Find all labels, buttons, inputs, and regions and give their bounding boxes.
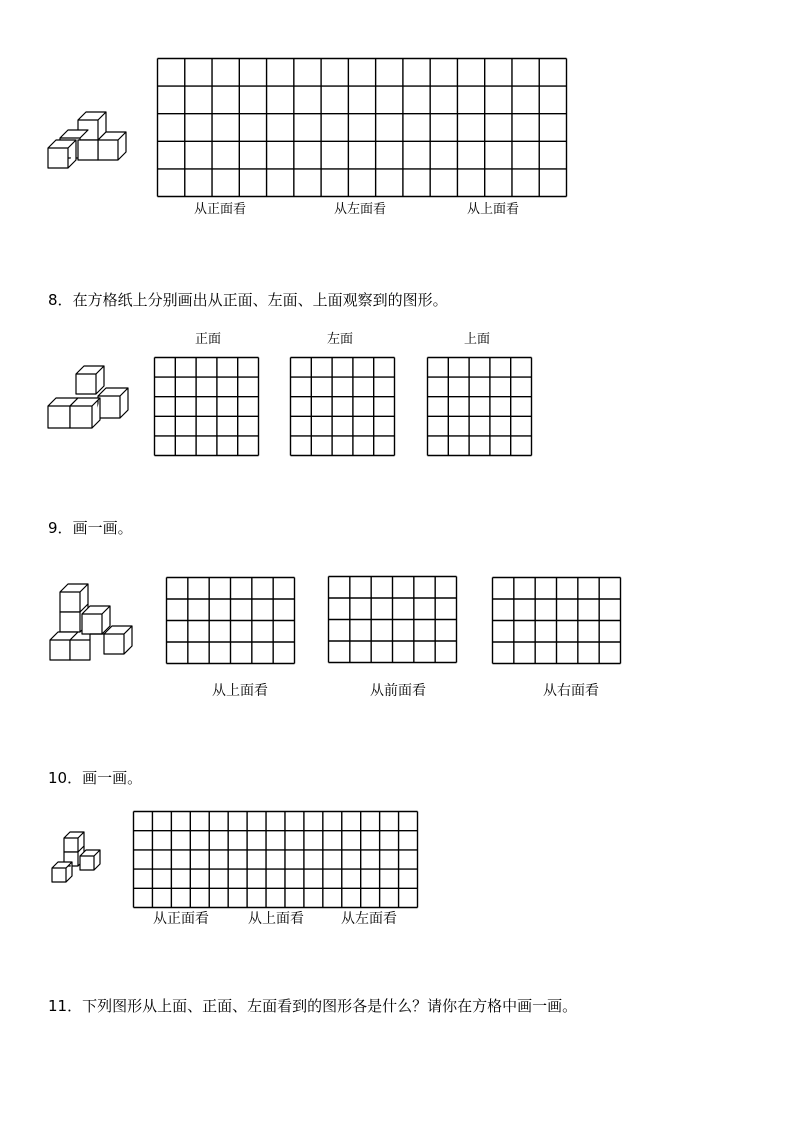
question-10: [48, 768, 142, 788]
question-dot: ．: [67, 769, 83, 787]
cube-figure-q9: [48, 578, 138, 668]
grid-q10: [133, 811, 419, 909]
grid-q9-right: [492, 577, 622, 665]
label-left: 左面: [327, 332, 354, 347]
cube: [76, 366, 104, 394]
cube-figure-q10: [50, 828, 110, 888]
question-text: 在方格纸上分别画出从正面、左面、上面观察到的图形。: [72, 291, 448, 309]
label-top-view: 从上面看: [212, 683, 268, 699]
label-left-view: 从左面看: [341, 911, 397, 927]
question-dot: ．: [67, 997, 83, 1015]
question-9: [48, 518, 133, 538]
cube-figure-q8: [46, 360, 146, 440]
grid-q8-front: [154, 357, 260, 457]
label-front-view: 从正面看: [153, 911, 209, 927]
cube: [98, 132, 126, 160]
cube: [90, 634, 104, 640]
cube: [52, 862, 72, 882]
question-text: 画一画。: [72, 519, 133, 537]
question-dot: ．: [57, 291, 73, 309]
cube: [82, 606, 110, 634]
cube-figure-top: [46, 104, 136, 184]
cube: [60, 584, 88, 612]
question-number: 9: [48, 519, 58, 537]
grid-top: [157, 58, 567, 198]
cube: [98, 388, 128, 418]
cube: [80, 850, 100, 870]
cube: [64, 832, 84, 852]
question-number: 8: [48, 291, 58, 309]
cube: [70, 398, 100, 428]
question-number: 10: [48, 769, 68, 787]
cube: [78, 140, 98, 160]
label-right-view: 从右面看: [543, 683, 599, 699]
label-front-view: 从前面看: [370, 683, 426, 699]
label-left-view: 从左面看: [334, 202, 387, 217]
question-number: 11: [48, 997, 68, 1015]
grid-q8-left: [290, 357, 396, 457]
label-front: 正面: [195, 332, 222, 347]
label-front-view: 从正面看: [194, 202, 247, 217]
question-8: [48, 290, 448, 310]
question-11: [48, 996, 577, 1016]
grid-q9-front: [328, 576, 458, 664]
label-top: 上面: [464, 332, 491, 347]
question-dot: ．: [57, 519, 73, 537]
grid-q9-top: [166, 577, 296, 665]
cube: [70, 640, 90, 660]
label-top-view: 从上面看: [467, 202, 520, 217]
grid-q8-top: [427, 357, 533, 457]
label-top-view: 从上面看: [248, 911, 304, 927]
cube: [104, 626, 132, 654]
question-text: 画一画。: [82, 769, 143, 787]
question-text: 下列图形从上面、正面、左面看到的图形各是什么？请你在方格中画一画。: [82, 997, 578, 1015]
